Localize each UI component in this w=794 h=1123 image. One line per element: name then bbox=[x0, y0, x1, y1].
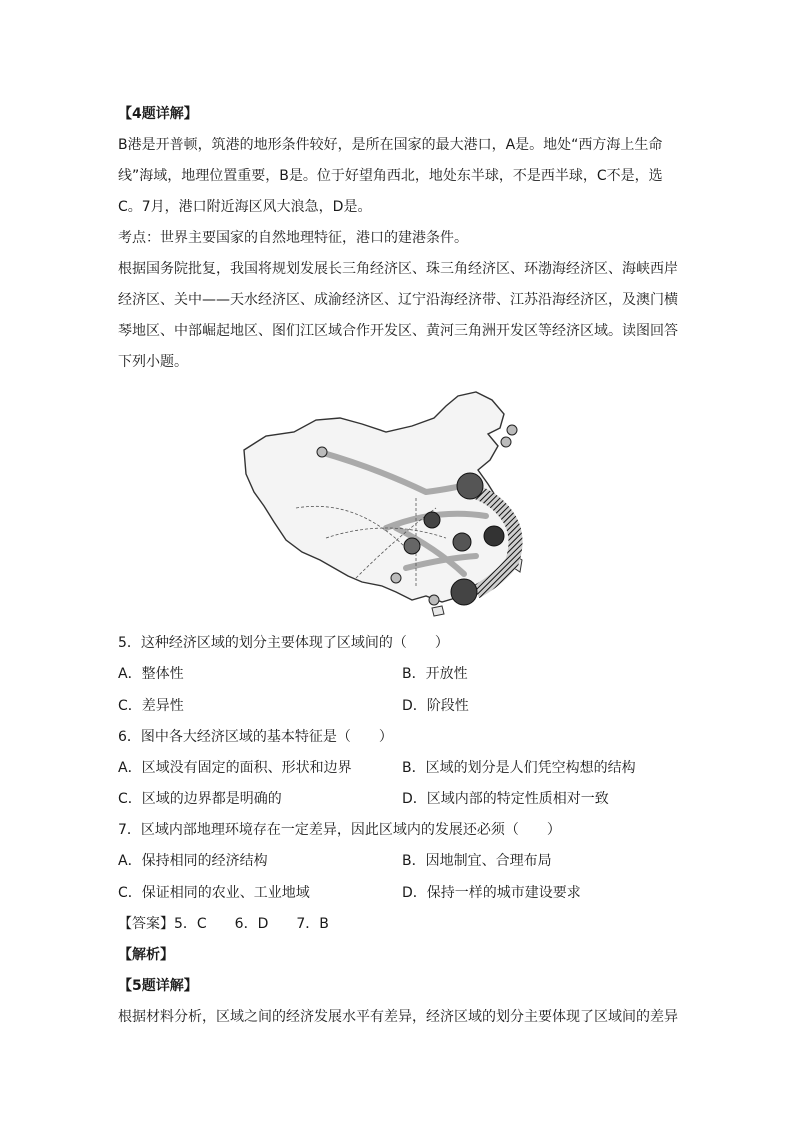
q5-option-d: D．阶段性 bbox=[402, 698, 469, 714]
question-6-stem: 6．图中各大经济区域的基本特征是（ ） bbox=[118, 729, 393, 745]
q7-option-c: C．保证相同的农业、工业地域 bbox=[118, 885, 310, 901]
region-node bbox=[429, 595, 439, 605]
detail-4-heading: 【4题详解】 bbox=[118, 106, 198, 122]
china-economic-region-map bbox=[236, 388, 542, 618]
detail-5-heading: 【5题详解】 bbox=[118, 978, 198, 994]
detail-4-line-2: 线”海域，地理位置重要，B是。位于好望角西北，地处东半球，不是西半球，C不是，选 bbox=[118, 168, 663, 184]
region-node bbox=[451, 579, 477, 605]
region-node bbox=[404, 538, 420, 554]
q5-option-c: C．差异性 bbox=[118, 698, 184, 714]
detail-4-line-3: C。7月，港口附近海区风大浪急，D是。 bbox=[118, 199, 372, 215]
intro-line-2: 经济区、关中——天水经济区、成渝经济区、辽宁沿海经济带、江苏沿海经济区，及澳门横 bbox=[118, 292, 678, 308]
hainan-island bbox=[432, 606, 444, 616]
q5-option-a: A．整体性 bbox=[118, 666, 184, 682]
q6-option-b: B．区域的划分是人们凭空构想的结构 bbox=[402, 760, 636, 776]
answer-line: 【答案】5．C 6．D 7．B bbox=[118, 916, 329, 932]
q6-option-d: D．区域内部的特定性质相对一致 bbox=[402, 791, 609, 807]
region-node bbox=[484, 526, 504, 546]
q5-option-b: B．开放性 bbox=[402, 666, 468, 682]
q7-option-a: A．保持相同的经济结构 bbox=[118, 853, 268, 869]
detail-4-line-1: B港是开普顿，筑港的地形条件较好，是所在国家的最大港口，A是。地处“西方海上生命 bbox=[118, 137, 663, 153]
kaodian-line: 考点：世界主要国家的自然地理特征，港口的建港条件。 bbox=[118, 230, 468, 246]
region-node bbox=[317, 447, 327, 457]
question-5-stem: 5．这种经济区域的划分主要体现了区域间的（ ） bbox=[118, 635, 449, 651]
q7-option-d: D．保持一样的城市建设要求 bbox=[402, 885, 581, 901]
region-node bbox=[507, 425, 517, 435]
intro-line-3: 琴地区、中部崛起地区、图们江区域合作开发区、黄河三角洲开发区等经济区域。读图回答 bbox=[118, 323, 678, 339]
q6-option-a: A．区域没有固定的面积、形状和边界 bbox=[118, 760, 352, 776]
intro-line-4: 下列小题。 bbox=[118, 354, 188, 370]
region-node bbox=[391, 573, 401, 583]
q6-option-c: C．区域的边界都是明确的 bbox=[118, 791, 282, 807]
region-node bbox=[424, 512, 440, 528]
region-node bbox=[453, 533, 471, 551]
region-node bbox=[501, 437, 511, 447]
detail-5-line: 根据材料分析，区域之间的经济发展水平有差异，经济区域的划分主要体现了区域间的差异 bbox=[118, 1009, 678, 1025]
intro-line-1: 根据国务院批复，我国将规划发展长三角经济区、珠三角经济区、环渤海经济区、海峡西岸 bbox=[118, 261, 678, 277]
region-node bbox=[457, 473, 483, 499]
q7-option-b: B．因地制宜、合理布局 bbox=[402, 853, 552, 869]
question-7-stem: 7．区域内部地理环境存在一定差异，因此区域内的发展还必须（ ） bbox=[118, 822, 561, 838]
analysis-heading: 【解析】 bbox=[118, 947, 174, 963]
